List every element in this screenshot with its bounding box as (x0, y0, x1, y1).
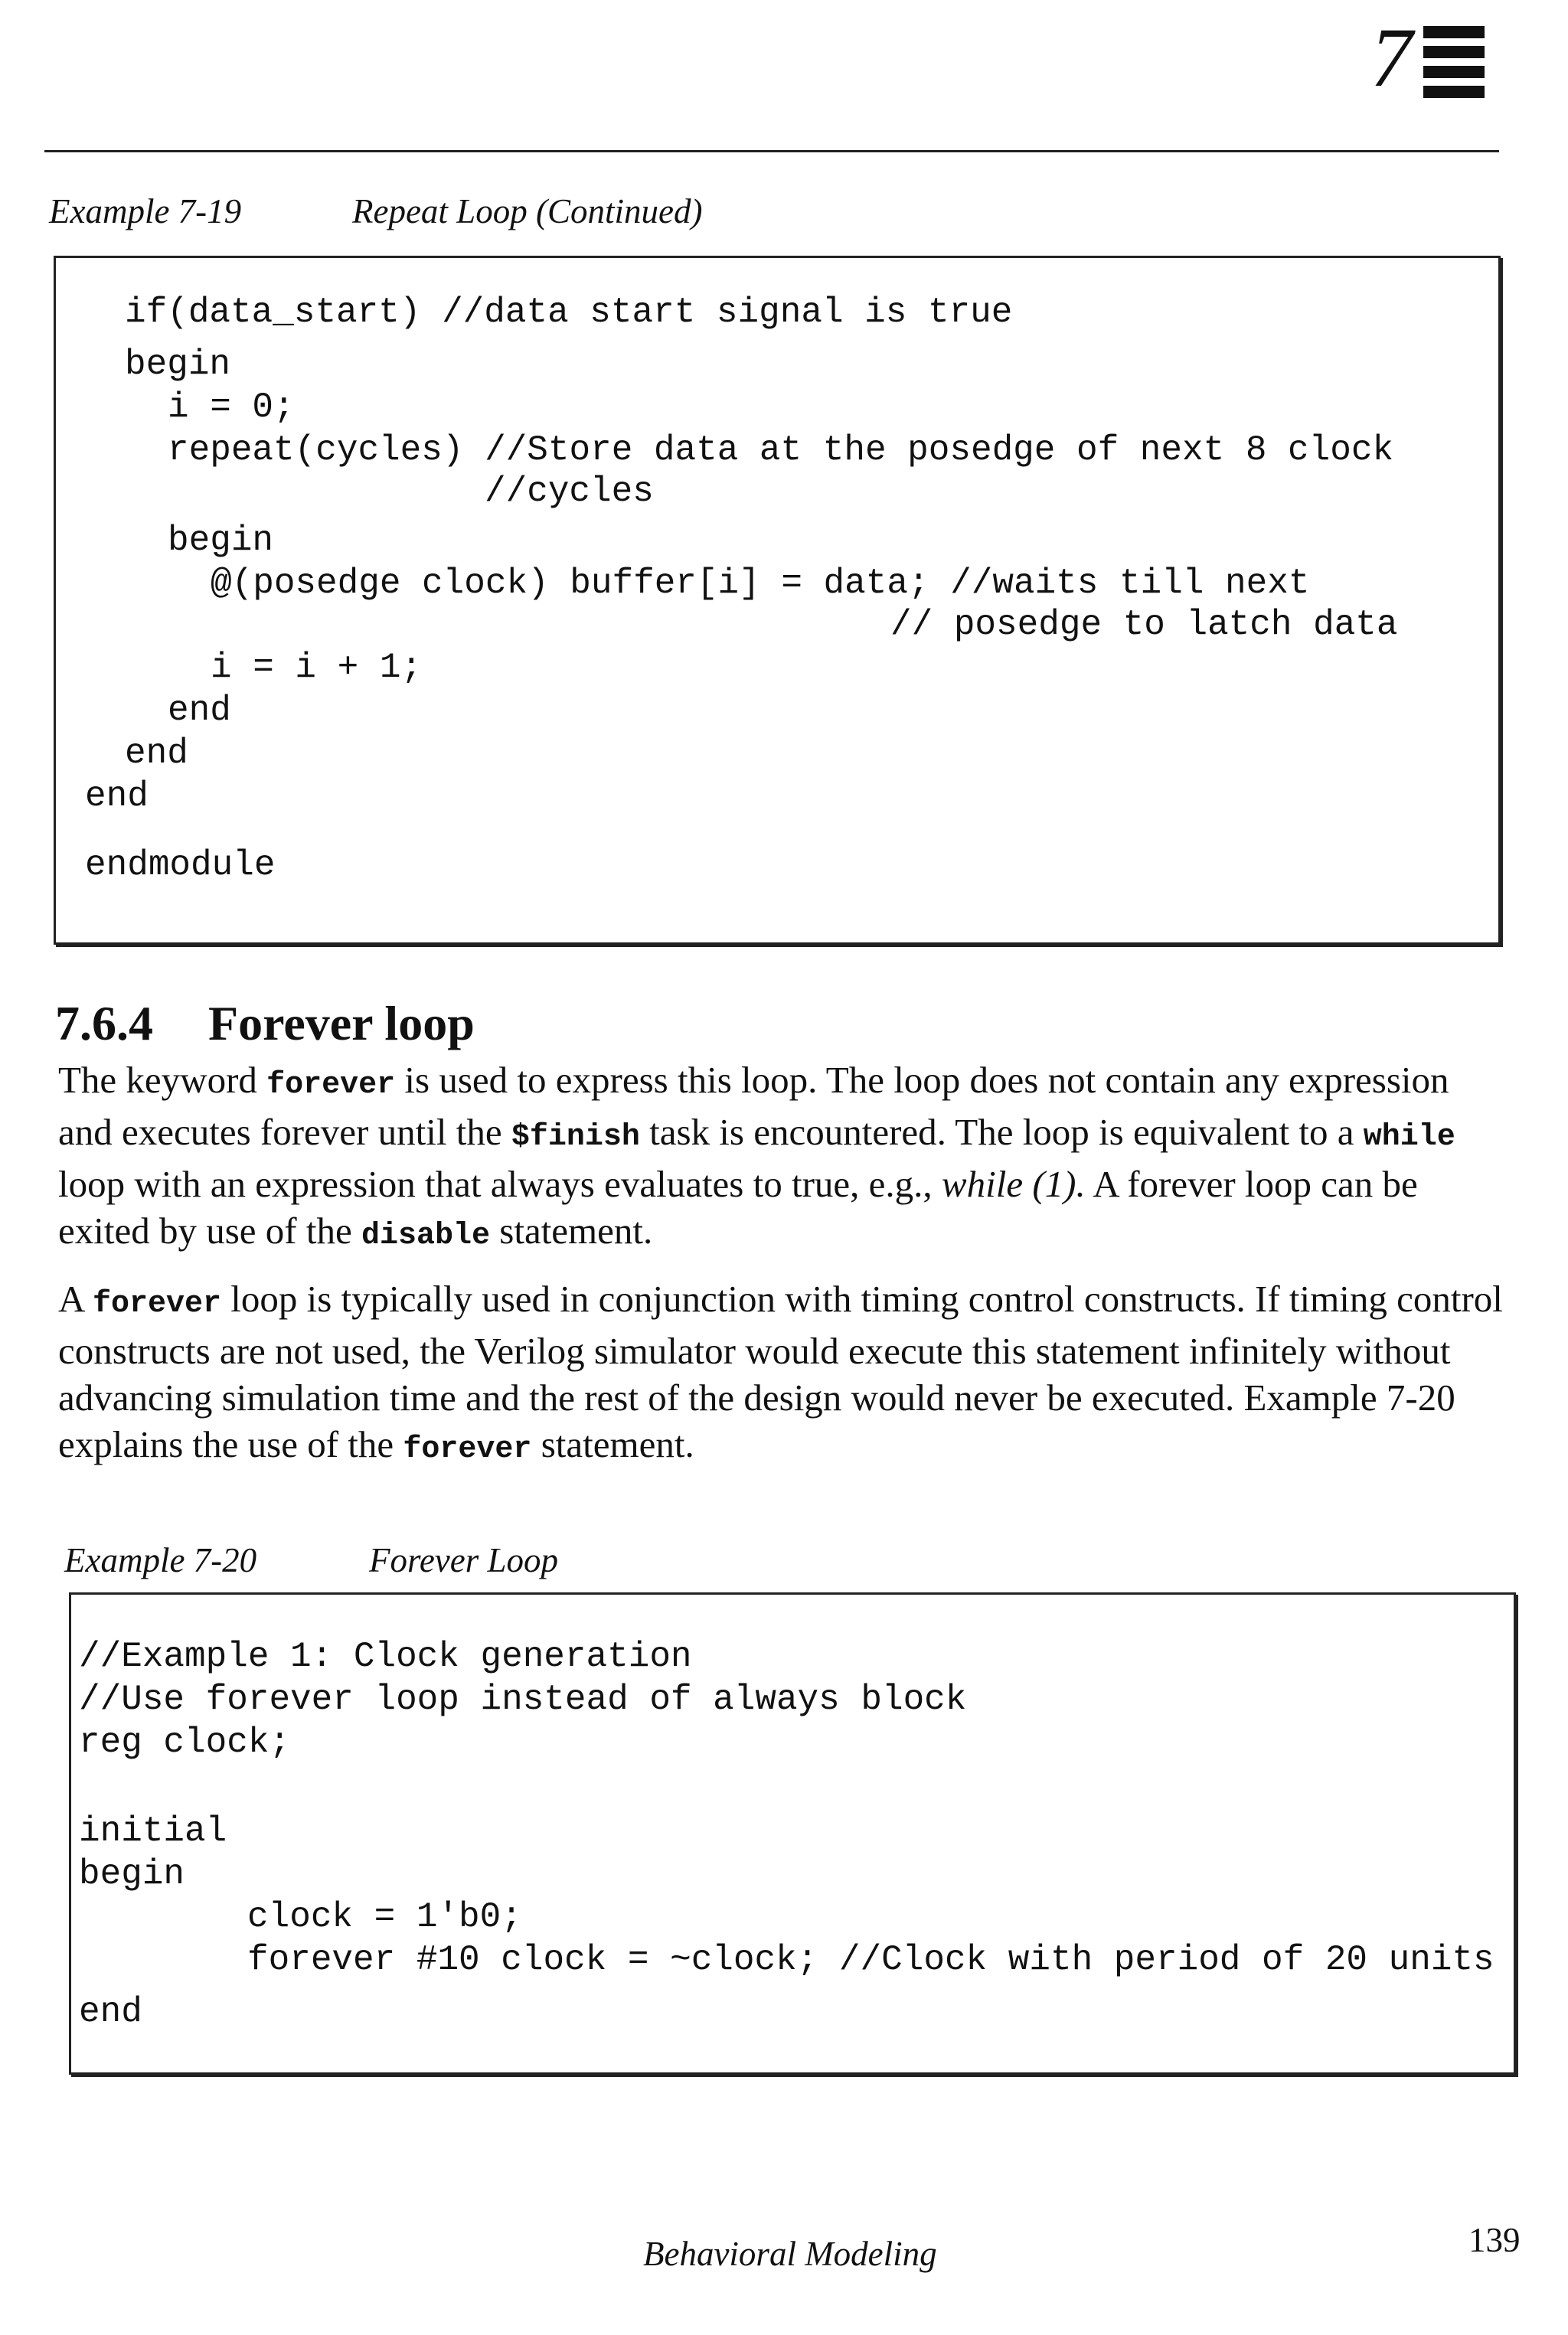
code-line: end (125, 733, 188, 773)
keyword-disable: disable (361, 1219, 491, 1253)
chapter-bars-icon (1423, 15, 1485, 106)
paragraph-forever-usage: A forever loop is typically used in conjunction with timing control constructs. If timing control constructs are not used, the Verilog simulator would execute this statement infinitely without advancing simulation time and the rest of the design would never be executed. Example 7-20 explains the use of the forever statement. (58, 1278, 1503, 1467)
footer-title: Behavioral Modeling (643, 2235, 937, 2273)
example-title: Forever Loop (369, 1541, 559, 1579)
example-label: Example 7-19 (49, 192, 242, 230)
code-line: //cycles (485, 472, 654, 511)
code-line: forever #10 clock = ~clock; //Clock with period of 20 units (247, 1940, 1494, 1980)
code-line: clock = 1'b0; (247, 1897, 522, 1937)
code-box-example-7-19 (54, 256, 1501, 945)
example-title: Repeat Loop (Continued) (352, 192, 703, 230)
example-7-19-caption (49, 191, 703, 231)
section-title: Forever loop (208, 996, 475, 1050)
section-number: 7.6.4 (55, 996, 153, 1050)
code-line: end (79, 1992, 142, 2032)
keyword-forever: forever (403, 1432, 532, 1467)
code-line: endmodule (85, 845, 276, 885)
chapter-tab (1370, 11, 1485, 115)
page-number: 139 (1468, 2221, 1521, 2259)
example-7-20-caption (64, 1540, 559, 1580)
keyword-forever: forever (266, 1068, 396, 1102)
code-line: begin (79, 1854, 185, 1894)
code-line: // posedge to latch data (890, 605, 1398, 645)
code-line: //Example 1: Clock generation (79, 1637, 692, 1677)
paragraph-forever-intro: The keyword forever is used to express this loop. The loop does not contain any expression and executes forever until the $finish task is encountered. The loop is equivalent to a while loop with an expression that always evaluates to true, e.g., while (1). A forever loop can be exited by use of the disable statement. (58, 1059, 1455, 1253)
code-box-example-7-20 (69, 1592, 1516, 2075)
code-line: end (85, 776, 149, 816)
keyword-while: while (1363, 1120, 1455, 1154)
code-line: end (168, 691, 231, 730)
code-line: repeat(cycles) //Store data at the posedge of next 8 clock (168, 430, 1394, 470)
code-line: //Use forever loop instead of always block (79, 1680, 967, 1719)
header-rule (44, 150, 1499, 152)
italic-while-1: while (1). (941, 1163, 1086, 1205)
code-line: if(data_start) //data start signal is true (125, 292, 1013, 332)
code-line: initial (79, 1811, 227, 1851)
code-line: @(posedge clock) buffer[i] = data; //waits till next (211, 563, 1310, 603)
keyword-forever: forever (92, 1287, 221, 1321)
code-line: i = 0; (168, 387, 295, 427)
code-line: begin (125, 345, 231, 384)
example-label: Example 7-20 (64, 1541, 257, 1579)
section-heading (55, 995, 475, 1052)
keyword-finish: $finish (511, 1120, 640, 1154)
code-line: i = i + 1; (211, 648, 423, 687)
chapter-number: 7 (1370, 11, 1413, 104)
code-line: begin (168, 521, 274, 560)
code-line: reg clock; (79, 1723, 291, 1762)
